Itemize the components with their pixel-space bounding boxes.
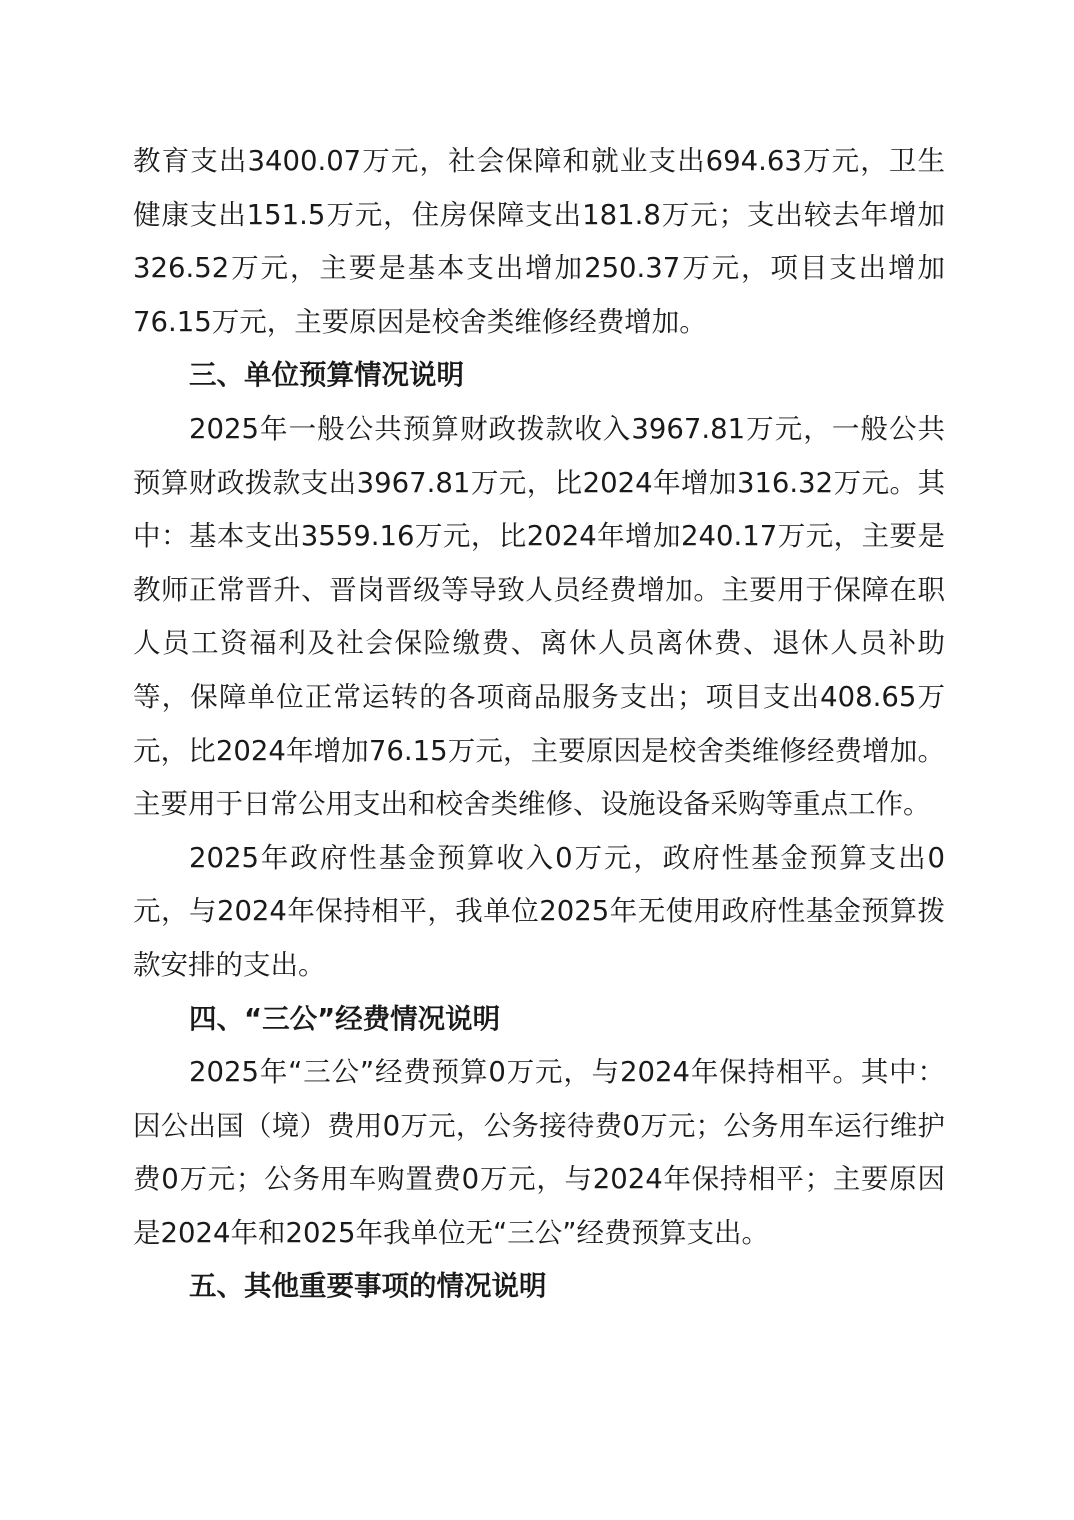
paragraph-education-expenditure: 教育支出3400.07万元，社会保障和就业支出694.63万元，卫生健康支出151.5万元，住房保障支出181.8万元；支出较去年增加326.52万元，主要是基本支出增加250.37万元，项目支出增加76.15万元，主要原因是校舍类维修经费增加。 <box>133 145 945 338</box>
section-heading-other-matters: 五、其他重要事项的情况说明 <box>189 1270 547 1303</box>
section-heading-three-public-expenses: 四、“三公”经费情况说明 <box>189 1002 501 1035</box>
document-body <box>133 135 945 1314</box>
paragraph-government-fund-budget: 2025年政府性基金预算收入0万元，政府性基金预算支出0元，与2024年保持相平，我单位2025年无使用政府性基金预算拨款安排的支出。 <box>133 841 945 981</box>
section-heading-unit-budget: 三、单位预算情况说明 <box>189 359 464 392</box>
paragraph-three-public-expenses: 2025年“三公”经费预算0万元，与2024年保持相平。其中：因公出国（境）费用0万元，公务接待费0万元；公务用车运行维护费0万元；公务用车购置费0万元，与2024年保持相平；主要原因是2024年和2025年我单位无“三公”经费预算支出。 <box>133 1056 945 1249</box>
paragraph-general-public-budget: 2025年一般公共预算财政拨款收入3967.81万元，一般公共预算财政拨款支出3967.81万元，比2024年增加316.32万元。其中：基本支出3559.16万元，比2024年增加240.17万元，主要是教师正常晋升、晋岗晋级等导致人员经费增加。主要用于保障在职人员工资福利及社会保险缴费、离休人员离休费、退休人员补助等，保障单位正常运转的各项商品服务支出；项目支出408.65万元，比2024年增加76.15万元，主要原因是校舍类维修经费增加。主要用于日常公用支出和校舍类维修、设施设备采购等重点工作。 <box>133 412 945 821</box>
